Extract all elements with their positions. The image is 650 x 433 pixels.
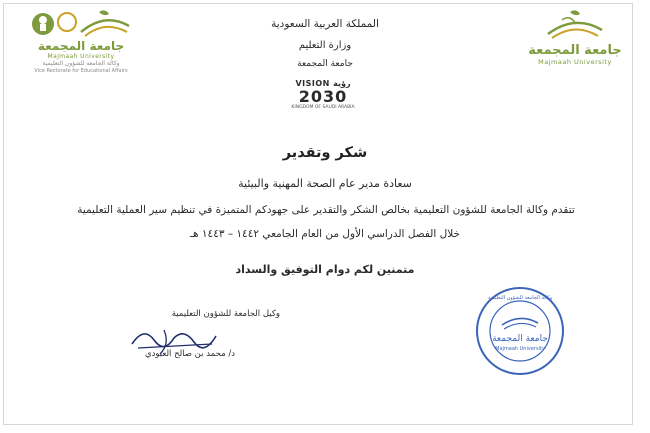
stamp-arabic: جامعة المجمعة — [492, 334, 548, 344]
signatory-name: د/ محمد بن صالح العبودي — [144, 349, 235, 359]
vision-2030-logo — [288, 79, 358, 127]
university-logo — [520, 8, 630, 76]
vice-rectorate-subtitle: وكالة الجامعة للشؤون التعليمية — [42, 60, 120, 67]
vision-label: VISION رؤية — [295, 79, 351, 88]
vice-rectorate-logo — [22, 6, 140, 90]
university-logo-english: Majmaah University — [538, 58, 612, 66]
official-stamp — [474, 285, 566, 377]
kingdom-heading: المملكة العربية السعودية — [271, 18, 379, 30]
stamp-ring-text: وكالة الجامعة للشؤون التعليمية — [487, 295, 553, 301]
university-logo-arabic: جامعة المجمعة — [528, 43, 622, 58]
closing-line: متمنين لكم دوام التوفيق والسداد — [235, 263, 415, 276]
vice-rectorate-logo-arabic: جامعة المجمعة — [37, 39, 125, 53]
signatory-title: وكيل الجامعة للشؤون التعليمية — [171, 309, 280, 319]
certificate-title: شكر وتقدير — [282, 145, 368, 161]
stamp-english: Majmaah University — [495, 346, 545, 352]
university-heading: جامعة المجمعة — [297, 59, 353, 69]
vice-rectorate-logo-english: Majmaah University — [47, 53, 115, 60]
ministry-heading: وزارة التعليم — [298, 40, 352, 51]
recipient-line: سعادة مدير عام الصحة المهنية والبيئية — [238, 177, 412, 190]
body-line-2: خلال الفصل الدراسي الأول من العام الجامعي ١٤٤٢ – ١٤٤٣ هـ — [189, 228, 461, 240]
vice-rectorate-emblem-icon — [29, 6, 133, 40]
body-line-1: تتقدم وكالة الجامعة للشؤون التعليمية بخالص الشكر والتقدير على جهودكم المتميزة في تنظيم سير العملية التعليمية — [77, 204, 575, 216]
vision-year: 2030 — [298, 87, 348, 106]
university-emblem-icon — [540, 8, 610, 42]
vision-caption: KINGDOM OF SAUDI ARABIA — [291, 105, 355, 110]
vice-rectorate-subtitle-english: Vice Rectorate for Educational Affairs — [34, 68, 128, 74]
